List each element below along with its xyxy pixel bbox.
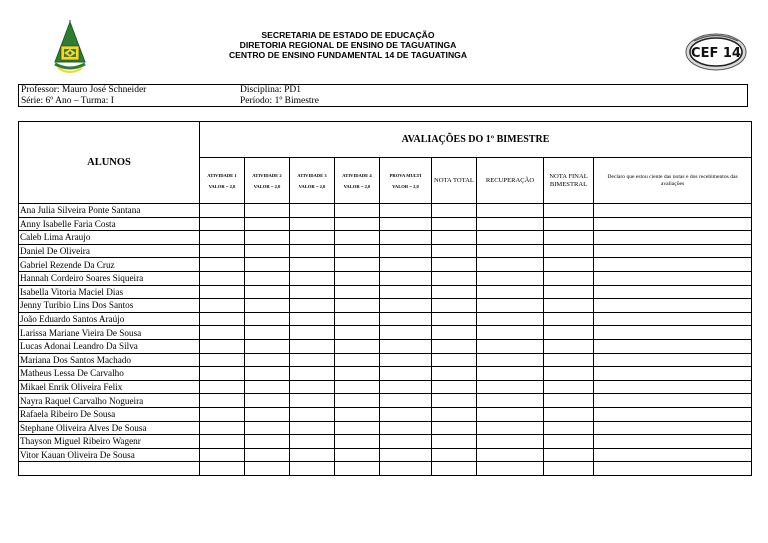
grade-cell[interactable]	[544, 204, 594, 218]
grade-cell[interactable]	[477, 299, 544, 313]
grade-cell[interactable]	[594, 421, 752, 435]
student-row	[19, 462, 752, 476]
grade-cell[interactable]	[200, 448, 245, 462]
grade-cell[interactable]	[432, 231, 477, 245]
grade-cell[interactable]	[245, 339, 290, 353]
grade-cell[interactable]	[245, 394, 290, 408]
grade-cell[interactable]	[245, 299, 290, 313]
grade-cell[interactable]	[290, 435, 335, 449]
grade-cell[interactable]	[200, 217, 245, 231]
grade-cell[interactable]	[335, 339, 380, 353]
student-row	[19, 394, 752, 408]
grade-cell[interactable]	[432, 271, 477, 285]
grade-cell[interactable]	[245, 231, 290, 245]
grade-cell[interactable]	[432, 367, 477, 381]
grade-cell[interactable]	[335, 271, 380, 285]
grade-cell[interactable]	[200, 231, 245, 245]
grade-cell[interactable]	[594, 258, 752, 272]
serie-label: Série: 6º Ano – Turma: I	[21, 95, 114, 106]
grade-cell[interactable]	[380, 217, 432, 231]
cef14-logo	[684, 32, 748, 72]
grade-cell[interactable]	[335, 204, 380, 218]
grade-cell[interactable]	[544, 380, 594, 394]
student-row	[19, 285, 752, 299]
grade-cell[interactable]	[335, 231, 380, 245]
grade-cell[interactable]	[594, 353, 752, 367]
grade-cell[interactable]	[200, 258, 245, 272]
student-row	[19, 271, 752, 285]
grade-cell[interactable]	[594, 312, 752, 326]
grade-cell[interactable]	[245, 258, 290, 272]
grade-cell[interactable]	[200, 421, 245, 435]
student-row	[19, 204, 752, 218]
grade-cell[interactable]	[594, 339, 752, 353]
grade-cell[interactable]	[544, 258, 594, 272]
grade-cell[interactable]	[245, 353, 290, 367]
student-name-cell: Larissa Mariane Vieira De Sousa	[19, 326, 200, 340]
grade-cell[interactable]	[432, 394, 477, 408]
grade-cell[interactable]	[245, 435, 290, 449]
student-name-cell: Isabella Vitoria Maciel Dias	[19, 285, 200, 299]
grade-cell[interactable]	[544, 285, 594, 299]
grade-cell[interactable]	[290, 217, 335, 231]
student-row	[19, 231, 752, 245]
grade-cell[interactable]	[200, 380, 245, 394]
grade-cell[interactable]	[290, 380, 335, 394]
grade-cell[interactable]	[477, 312, 544, 326]
student-row	[19, 326, 752, 340]
periodo-label: Período: 1º Bimestre	[240, 95, 319, 106]
df-coat-of-arms-logo	[50, 20, 90, 78]
grade-cell[interactable]	[477, 367, 544, 381]
grade-cell[interactable]	[290, 326, 335, 340]
grade-cell[interactable]	[380, 462, 432, 476]
grade-cell[interactable]	[477, 448, 544, 462]
col-prova-multi	[380, 158, 432, 204]
grade-cell[interactable]	[544, 435, 594, 449]
grade-cell[interactable]	[200, 271, 245, 285]
grade-cell[interactable]	[432, 339, 477, 353]
grade-cell[interactable]	[432, 326, 477, 340]
grade-cell[interactable]	[200, 339, 245, 353]
grade-cell[interactable]	[290, 448, 335, 462]
grade-cell[interactable]	[544, 367, 594, 381]
student-name-cell: Nayra Raquel Carvalho Nogueira	[19, 394, 200, 408]
col-value: VALOR = 2,0	[253, 183, 281, 189]
grade-cell[interactable]	[380, 244, 432, 258]
grade-cell[interactable]	[200, 407, 245, 421]
grade-cell[interactable]	[594, 448, 752, 462]
grade-cell[interactable]	[477, 258, 544, 272]
student-row	[19, 367, 752, 381]
cef14-logo-text: CEF 14	[691, 46, 741, 61]
col-value: VALOR = 2,0	[208, 183, 236, 189]
grade-cell[interactable]	[290, 367, 335, 381]
student-name-cell	[19, 462, 200, 476]
grade-cell[interactable]	[477, 462, 544, 476]
grade-cell[interactable]	[335, 394, 380, 408]
grade-cell[interactable]	[245, 380, 290, 394]
grade-cell[interactable]	[544, 339, 594, 353]
student-name-cell: Hannah Cordeiro Soares Siqueira	[19, 271, 200, 285]
grade-cell[interactable]	[290, 271, 335, 285]
grade-cell[interactable]	[594, 244, 752, 258]
grade-cell[interactable]	[290, 353, 335, 367]
grade-cell[interactable]	[380, 299, 432, 313]
grade-cell[interactable]	[594, 217, 752, 231]
student-name-cell: Jenny Turibio Lins Dos Santos	[19, 299, 200, 313]
col-title: PROVA MULTI	[389, 172, 422, 178]
grade-cell[interactable]	[544, 299, 594, 313]
grade-cell[interactable]	[544, 271, 594, 285]
grade-cell[interactable]	[200, 285, 245, 299]
grade-cell[interactable]	[380, 367, 432, 381]
grade-cell[interactable]	[290, 407, 335, 421]
grade-cell[interactable]	[544, 231, 594, 245]
grade-cell[interactable]	[380, 421, 432, 435]
grade-cell[interactable]	[477, 339, 544, 353]
alunos-header: ALUNOS	[19, 122, 200, 204]
grade-cell[interactable]	[290, 312, 335, 326]
grade-cell[interactable]	[594, 394, 752, 408]
grade-cell[interactable]	[335, 326, 380, 340]
grade-cell[interactable]	[544, 353, 594, 367]
student-name-cell: Daniel De Oliveira	[19, 244, 200, 258]
header-line-diretoria: DIRETORIA REGIONAL DE ENSINO DE TAGUATINGA	[239, 40, 457, 50]
grade-cell[interactable]	[380, 353, 432, 367]
student-name-cell: Mikael Enrik Oliveira Felix	[19, 380, 200, 394]
col-nota-total: NOTA TOTAL	[432, 158, 477, 204]
student-name-cell: Matheus Lessa De Carvalho	[19, 367, 200, 381]
grade-cell[interactable]	[594, 271, 752, 285]
grade-cell[interactable]	[290, 258, 335, 272]
grade-cell[interactable]	[380, 312, 432, 326]
col-title: ATIVIDADE 2	[252, 172, 282, 178]
grade-cell[interactable]	[432, 217, 477, 231]
grade-cell[interactable]	[380, 339, 432, 353]
col-atividade-3	[290, 158, 335, 204]
col-value: VALOR = 2,0	[298, 183, 326, 189]
grade-cell[interactable]	[380, 285, 432, 299]
page-header	[0, 0, 768, 80]
grade-cell[interactable]	[335, 353, 380, 367]
grade-cell[interactable]	[335, 285, 380, 299]
grade-cell[interactable]	[544, 244, 594, 258]
student-row	[19, 244, 752, 258]
grade-cell[interactable]	[200, 326, 245, 340]
grade-cell[interactable]	[335, 258, 380, 272]
grade-cell[interactable]	[200, 353, 245, 367]
grade-cell[interactable]	[594, 367, 752, 381]
grade-cell[interactable]	[290, 421, 335, 435]
student-name-cell: Caleb Lima Araujo	[19, 231, 200, 245]
col-value: VALOR = 2,0	[392, 183, 419, 189]
grade-cell[interactable]	[432, 258, 477, 272]
student-name-cell: Vitor Kauan Oliveira De Sousa	[19, 448, 200, 462]
grade-cell[interactable]	[477, 394, 544, 408]
grades-table	[18, 121, 752, 476]
grade-cell[interactable]	[380, 435, 432, 449]
grade-cell[interactable]	[380, 271, 432, 285]
header-line-centro: CENTRO DE ENSINO FUNDAMENTAL 14 DE TAGUATINGA	[228, 50, 468, 60]
avaliacoes-header: AVALIAÇÕES DO 1º BIMESTRE	[200, 122, 752, 158]
grade-cell[interactable]	[380, 326, 432, 340]
col-atividade-1	[200, 158, 245, 204]
grade-cell[interactable]	[290, 285, 335, 299]
professor-label: Professor: Mauro José Schneider	[21, 85, 147, 95]
grade-cell[interactable]	[200, 462, 245, 476]
grade-cell[interactable]	[477, 285, 544, 299]
grade-cell[interactable]	[594, 326, 752, 340]
grade-cell[interactable]	[432, 244, 477, 258]
grade-cell[interactable]	[432, 448, 477, 462]
grade-cell[interactable]	[477, 271, 544, 285]
student-row	[19, 380, 752, 394]
grade-cell[interactable]	[432, 407, 477, 421]
student-row	[19, 258, 752, 272]
col-value: VALOR = 2,0	[343, 183, 371, 189]
grade-cell[interactable]	[335, 421, 380, 435]
grade-cell[interactable]	[200, 299, 245, 313]
grade-cell[interactable]	[544, 326, 594, 340]
student-name-cell: Ana Julia Silveira Ponte Santana	[19, 204, 200, 218]
grade-cell[interactable]	[477, 380, 544, 394]
col-declaro: Declaro que estou ciente das notas e dos recebimentos das avaliações	[594, 158, 752, 204]
grade-cell[interactable]	[245, 285, 290, 299]
grade-cell[interactable]	[594, 407, 752, 421]
student-row	[19, 217, 752, 231]
col-atividade-4	[335, 158, 380, 204]
grade-cell[interactable]	[477, 204, 544, 218]
student-row	[19, 421, 752, 435]
grade-cell[interactable]	[335, 380, 380, 394]
grade-cell[interactable]	[200, 394, 245, 408]
grade-cell[interactable]	[200, 435, 245, 449]
grade-cell[interactable]	[594, 299, 752, 313]
grade-cell[interactable]	[594, 380, 752, 394]
col-recuperacao: RECUPERAÇÃO	[477, 158, 544, 204]
grade-cell[interactable]	[477, 421, 544, 435]
grade-cell[interactable]	[432, 204, 477, 218]
grade-cell[interactable]	[544, 394, 594, 408]
grade-cell[interactable]	[245, 217, 290, 231]
grade-cell[interactable]	[335, 312, 380, 326]
grade-cell[interactable]	[245, 204, 290, 218]
grade-cell[interactable]	[594, 285, 752, 299]
grade-cell[interactable]	[477, 407, 544, 421]
grade-cell[interactable]	[335, 407, 380, 421]
grade-cell[interactable]	[245, 462, 290, 476]
student-name-cell: Rafaela Ribeiro De Sousa	[19, 407, 200, 421]
student-name-cell: Thayson Miguel Ribeiro Wagenr	[19, 435, 200, 449]
grade-cell[interactable]	[380, 407, 432, 421]
grade-cell[interactable]	[200, 204, 245, 218]
grade-cell[interactable]	[335, 367, 380, 381]
grade-cell[interactable]	[477, 231, 544, 245]
grade-cell[interactable]	[432, 380, 477, 394]
student-name-cell: Anny Isabelle Faria Costa	[19, 217, 200, 231]
grade-cell[interactable]	[544, 407, 594, 421]
grade-cell[interactable]	[477, 244, 544, 258]
grade-cell[interactable]	[245, 367, 290, 381]
grade-cell[interactable]	[335, 244, 380, 258]
grade-cell[interactable]	[335, 435, 380, 449]
disciplina-label: Disciplina: PD1	[240, 85, 301, 95]
student-row	[19, 435, 752, 449]
grade-cell[interactable]	[290, 299, 335, 313]
student-name-cell: Gabriel Rezende Da Cruz	[19, 258, 200, 272]
grade-cell[interactable]	[544, 421, 594, 435]
student-row	[19, 299, 752, 313]
col-nota-final: NOTA FINAL BIMESTRAL	[544, 158, 594, 204]
grade-cell[interactable]	[432, 312, 477, 326]
grade-cell[interactable]	[432, 421, 477, 435]
grade-cell[interactable]	[432, 353, 477, 367]
student-name-cell: Mariana Dos Santos Machado	[19, 353, 200, 367]
grade-cell[interactable]	[477, 435, 544, 449]
grade-cell[interactable]	[432, 285, 477, 299]
header-line-secretaria: SECRETARIA DE ESTADO DE EDUCAÇÃO	[261, 30, 435, 40]
grade-cell[interactable]	[477, 353, 544, 367]
grade-cell[interactable]	[544, 448, 594, 462]
grade-cell[interactable]	[380, 394, 432, 408]
student-row	[19, 353, 752, 367]
grade-cell[interactable]	[477, 217, 544, 231]
grade-cell[interactable]	[200, 367, 245, 381]
grade-cell[interactable]	[335, 217, 380, 231]
student-row	[19, 407, 752, 421]
grade-cell[interactable]	[544, 462, 594, 476]
grade-cell[interactable]	[594, 204, 752, 218]
student-name-cell: Lucas Adonai Leandro Da Silva	[19, 339, 200, 353]
grade-cell[interactable]	[432, 299, 477, 313]
grade-cell[interactable]	[544, 217, 594, 231]
grade-cell[interactable]	[290, 204, 335, 218]
grade-cell[interactable]	[594, 462, 752, 476]
grade-cell[interactable]	[245, 421, 290, 435]
grade-cell[interactable]	[290, 231, 335, 245]
grade-cell[interactable]	[245, 244, 290, 258]
grade-cell[interactable]	[335, 448, 380, 462]
grade-cell[interactable]	[380, 258, 432, 272]
grade-cell[interactable]	[245, 448, 290, 462]
grade-cell[interactable]	[432, 462, 477, 476]
grade-cell[interactable]	[380, 231, 432, 245]
grade-cell[interactable]	[200, 312, 245, 326]
grade-cell[interactable]	[335, 299, 380, 313]
header-titles	[180, 30, 516, 60]
student-row	[19, 448, 752, 462]
grade-cell[interactable]	[245, 271, 290, 285]
class-info-box	[18, 84, 748, 107]
col-atividade-2	[245, 158, 290, 204]
grade-cell[interactable]	[200, 244, 245, 258]
student-name-cell: João Eduardo Santos Araújo	[19, 312, 200, 326]
grade-cell[interactable]	[380, 204, 432, 218]
student-name-cell: Stephane Oliveira Alves De Sousa	[19, 421, 200, 435]
grade-cell[interactable]	[290, 462, 335, 476]
grade-cell[interactable]	[432, 435, 477, 449]
grade-cell[interactable]	[380, 448, 432, 462]
grade-cell[interactable]	[477, 326, 544, 340]
grade-cell[interactable]	[594, 435, 752, 449]
student-rows	[19, 204, 752, 476]
student-row	[19, 312, 752, 326]
grade-cell[interactable]	[380, 380, 432, 394]
grade-cell[interactable]	[245, 407, 290, 421]
grade-cell[interactable]	[290, 244, 335, 258]
grade-cell[interactable]	[544, 312, 594, 326]
col-title: ATIVIDADE 1	[207, 172, 237, 178]
grade-cell[interactable]	[245, 326, 290, 340]
grade-cell[interactable]	[335, 462, 380, 476]
grade-cell[interactable]	[290, 339, 335, 353]
student-row	[19, 339, 752, 353]
grade-cell[interactable]	[290, 394, 335, 408]
col-title: ATIVIDADE 4	[342, 172, 372, 178]
grade-cell[interactable]	[594, 231, 752, 245]
col-title: ATIVIDADE 3	[297, 172, 327, 178]
grade-cell[interactable]	[245, 312, 290, 326]
